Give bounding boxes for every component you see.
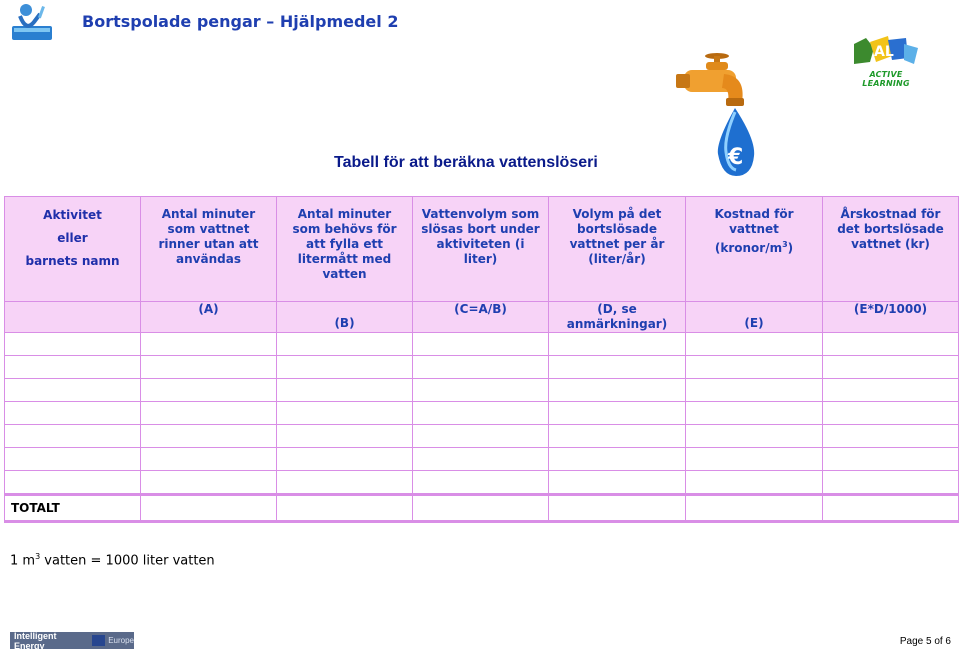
table-cell[interactable] <box>823 333 959 356</box>
table-cell[interactable] <box>549 379 686 402</box>
table-cell[interactable] <box>5 425 141 448</box>
table-row <box>5 379 959 402</box>
table-cell[interactable] <box>277 471 413 495</box>
header-annual-cost: Årskostnad för det bortslösade vattnet (kr) <box>823 197 959 302</box>
table-cell[interactable] <box>823 448 959 471</box>
table-cell[interactable] <box>141 356 277 379</box>
active-learning-text: ACTIVE LEARNING <box>862 70 910 88</box>
person-at-desk-icon <box>10 2 56 42</box>
table-cell[interactable] <box>5 402 141 425</box>
formula-a: (A) <box>141 302 277 333</box>
table-cell[interactable] <box>549 356 686 379</box>
water-waste-table <box>4 196 959 523</box>
formula-e: (E) <box>686 302 823 333</box>
table-cell[interactable] <box>413 448 549 471</box>
table-cell[interactable] <box>413 356 549 379</box>
document-title: Bortspolade pengar – Hjälpmedel 2 <box>82 12 399 31</box>
table-row <box>5 425 959 448</box>
table-cell[interactable] <box>823 425 959 448</box>
table-cell[interactable] <box>686 379 823 402</box>
table-cell[interactable] <box>5 448 141 471</box>
table-cell[interactable] <box>413 333 549 356</box>
table-cell[interactable] <box>686 333 823 356</box>
total-cell[interactable] <box>686 495 823 522</box>
table-row <box>5 402 959 425</box>
formula-d: (D, se anmärkningar) <box>549 302 686 333</box>
total-cell[interactable] <box>823 495 959 522</box>
table-cell[interactable] <box>823 379 959 402</box>
table-row <box>5 471 959 495</box>
table-cell[interactable] <box>5 471 141 495</box>
table-cell[interactable] <box>141 333 277 356</box>
table-cell[interactable] <box>686 448 823 471</box>
formula-annual: (E*D/1000) <box>823 302 959 333</box>
table-cell[interactable] <box>277 379 413 402</box>
svg-text:AL: AL <box>874 44 894 60</box>
table-cell[interactable] <box>823 471 959 495</box>
intelligent-energy-europe-logo: Intelligent Energy Europe <box>10 632 134 649</box>
table-cell[interactable] <box>277 425 413 448</box>
conversion-note: 1 $m^3$ vatten = 1000 liter vatten <box>10 552 215 569</box>
table-cell[interactable] <box>5 356 141 379</box>
total-label: TOTALT <box>5 495 141 522</box>
header-volume-per-year: Volym på det bortslösade vattnet per år (liter/år) <box>549 197 686 302</box>
table-cell[interactable] <box>549 471 686 495</box>
table-cell[interactable] <box>686 425 823 448</box>
eu-flag-icon <box>92 635 106 646</box>
table-row <box>5 448 959 471</box>
table-cell[interactable] <box>5 333 141 356</box>
svg-text:€: € <box>728 145 744 170</box>
total-cell[interactable] <box>277 495 413 522</box>
table-formula-row <box>5 302 959 333</box>
table-header-row <box>5 197 959 302</box>
page-number: Page 5 of 6 <box>899 636 951 647</box>
total-row <box>5 495 959 522</box>
total-cell[interactable] <box>413 495 549 522</box>
formula-activity <box>5 302 141 333</box>
table-cell[interactable] <box>686 356 823 379</box>
table-cell[interactable] <box>5 379 141 402</box>
table-cell[interactable] <box>141 448 277 471</box>
formula-c: (C=A/B) <box>413 302 549 333</box>
total-cell[interactable] <box>141 495 277 522</box>
table-cell[interactable] <box>823 402 959 425</box>
header-water-cost: Kostnad för vattnet $(kronor/m^3)$ <box>686 197 823 302</box>
table-cell[interactable] <box>549 425 686 448</box>
table-cell[interactable] <box>686 402 823 425</box>
table-cell[interactable] <box>413 471 549 495</box>
water-tap-euro-icon <box>676 52 758 178</box>
formula-b: (B) <box>277 302 413 333</box>
table-cell[interactable] <box>549 333 686 356</box>
table-cell[interactable] <box>141 379 277 402</box>
table-cell[interactable] <box>413 425 549 448</box>
table-cell[interactable] <box>686 471 823 495</box>
table-title: Tabell för att beräkna vattenslöseri <box>334 154 598 171</box>
table-cell[interactable] <box>549 402 686 425</box>
table-cell[interactable] <box>277 333 413 356</box>
header-activity: Aktivitet eller barnets namn <box>5 197 141 302</box>
table-cell[interactable] <box>277 448 413 471</box>
table-cell[interactable] <box>141 471 277 495</box>
table-row <box>5 333 959 356</box>
table-cell[interactable] <box>141 425 277 448</box>
table-cell[interactable] <box>823 356 959 379</box>
header-water-volume: Vattenvolym som slösas bort under aktiviteten (i liter) <box>413 197 549 302</box>
table-cell[interactable] <box>549 448 686 471</box>
table-cell[interactable] <box>277 402 413 425</box>
table-row <box>5 356 959 379</box>
table-cell[interactable] <box>277 356 413 379</box>
table-cell[interactable] <box>141 402 277 425</box>
table-cell[interactable] <box>413 379 549 402</box>
header-minutes-running: Antal minuter som vattnet rinner utan att användas <box>141 197 277 302</box>
header-minutes-to-fill: Antal minuter som behövs för att fylla ett litermått med vatten <box>277 197 413 302</box>
total-cell[interactable] <box>549 495 686 522</box>
table-cell[interactable] <box>413 402 549 425</box>
